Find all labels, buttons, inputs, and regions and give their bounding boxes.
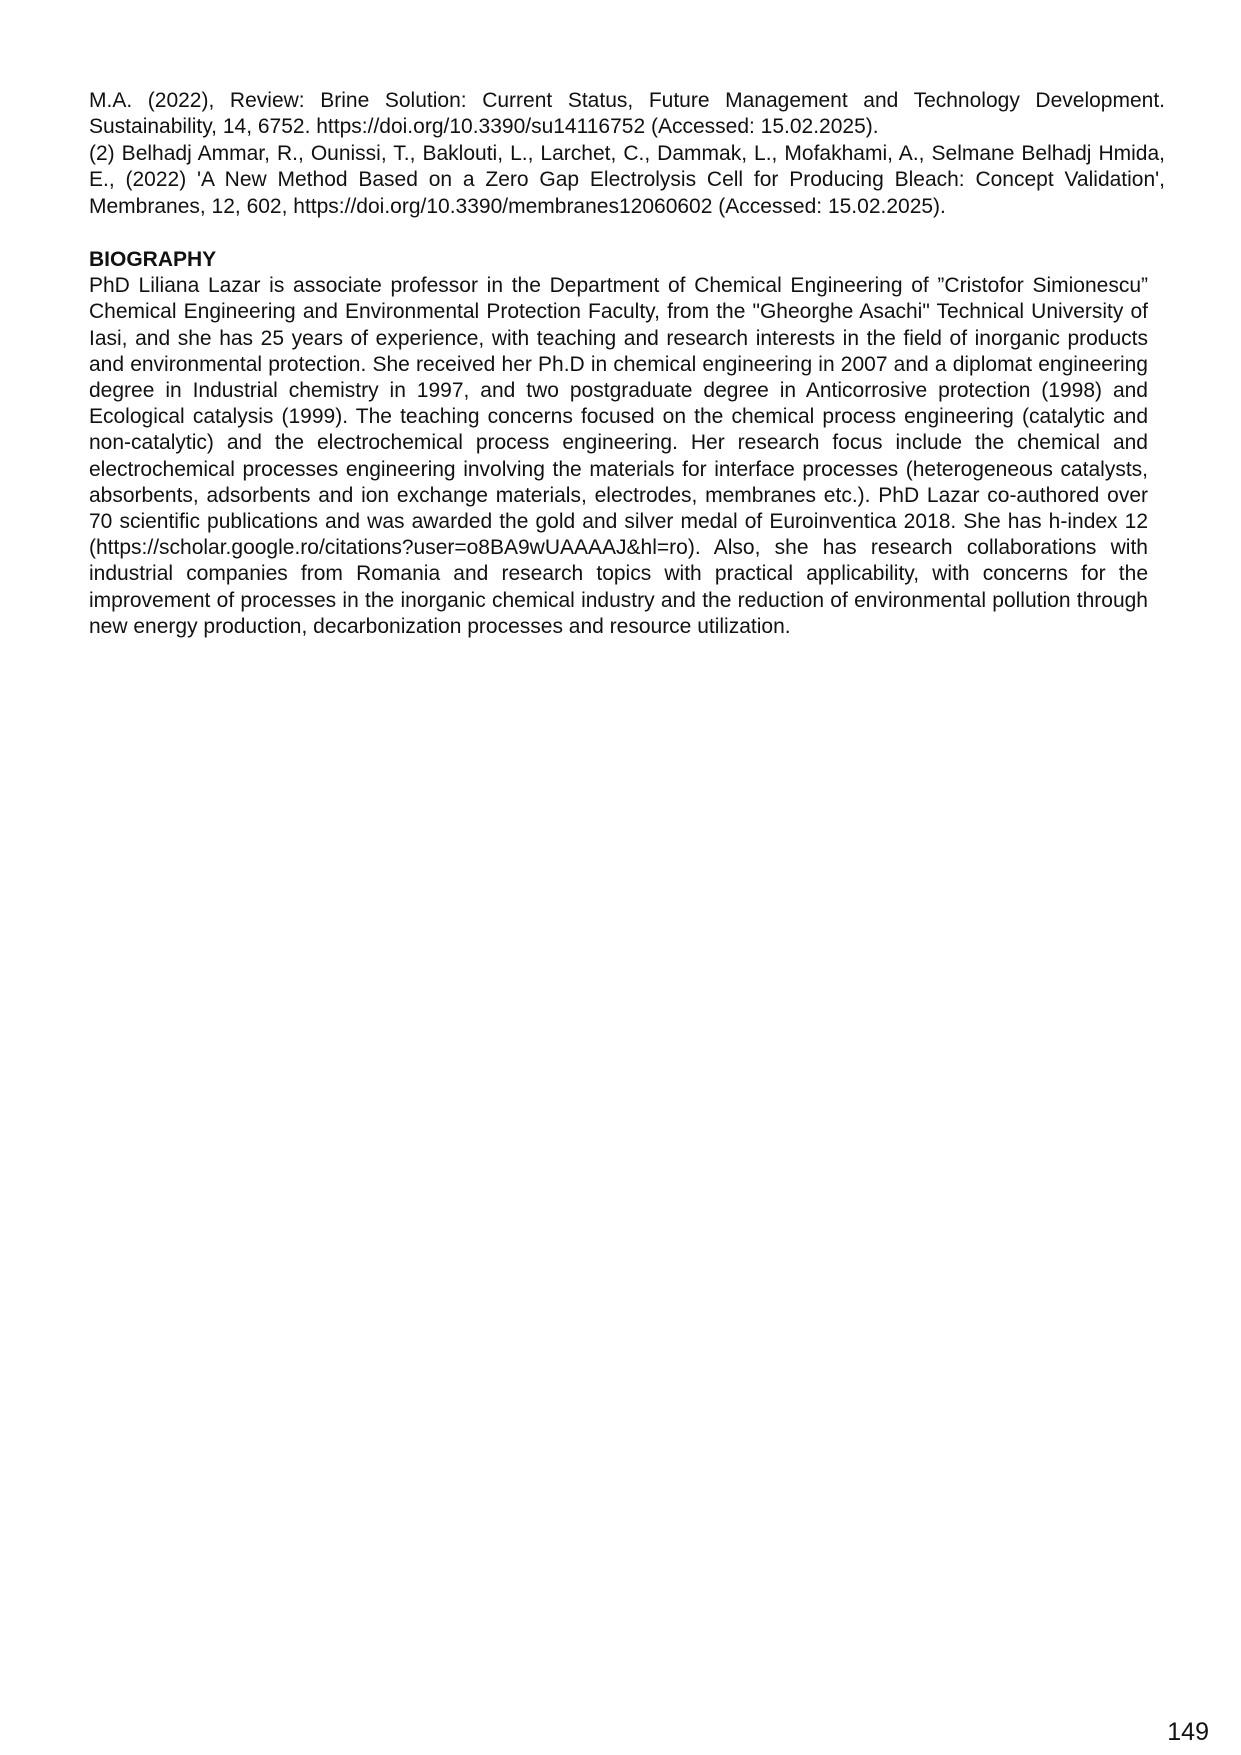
biography-text: PhD Liliana Lazar is associate professor in the Department of Chemical Engineering of ”Cristofor Simionescu” Chemical Engineering and Environmental Protection Faculty, from the "Gheorghe Asachi" Technical University of Iasi, and she has 25 years of experience, with teaching and research interests in the field of inorganic products and environmental protection. She received her Ph.D in chemical engineering in 2007 and a diplomat engineering degree in Industrial chemistry in 1997, and two postgraduate degree in Anticorrosive protection (1998) and Ecological catalysis (1999). The teaching concerns focused on the chemical process engineering (catalytic and non-catalytic) and the electrochemical process engineering. Her research focus include the chemical and electrochemical processes engineering involving the materials for interface processes (heterogeneous catalysts, absorbents, adsorbents and ion exchange materials, electrodes, membranes etc.). PhD Lazar co-authored over 70 scientific publications and was awarded the gold and silver medal of Euroinventica 2018. She has h-index 12 (https://scholar.google.ro/citations?user=o8BA9wUAAAAJ&hl=ro). Also, she has research collaborations with industrial companies from Romania and research topics with practical applicability, with concerns for the improvement of processes in the inorganic chemical industry and the reduction of environmental pollution through new energy production, decarbonization processes and resource utilization. bbox=[89, 274, 1148, 638]
references-list bbox=[89, 88, 1165, 220]
biography-heading: BIOGRAPHY bbox=[89, 248, 217, 271]
biography-section bbox=[89, 247, 1148, 640]
page-number: 149 bbox=[1167, 1718, 1209, 1746]
reference-item-1: M.A. (2022), Review: Brine Solution: Current Status, Future Management and Technology Development. Sustainability, 14, 6752. https://doi.org/10.3390/su14116752 (Accessed: 15.02.2025). bbox=[89, 89, 1165, 139]
reference-item-2: (2) Belhadj Ammar, R., Ounissi, T., Baklouti, L., Larchet, C., Dammak, L., Mofakhami, A., Selmane Belhadj Hmida, E., (2022) 'A New Method Based on a Zero Gap Electrolysis Cell for Producing Bleach: Concept Validation', Membranes, 12, 602, https://doi.org/10.3390/membranes12060602 (Accessed: 15.02.2025). bbox=[89, 141, 1165, 218]
